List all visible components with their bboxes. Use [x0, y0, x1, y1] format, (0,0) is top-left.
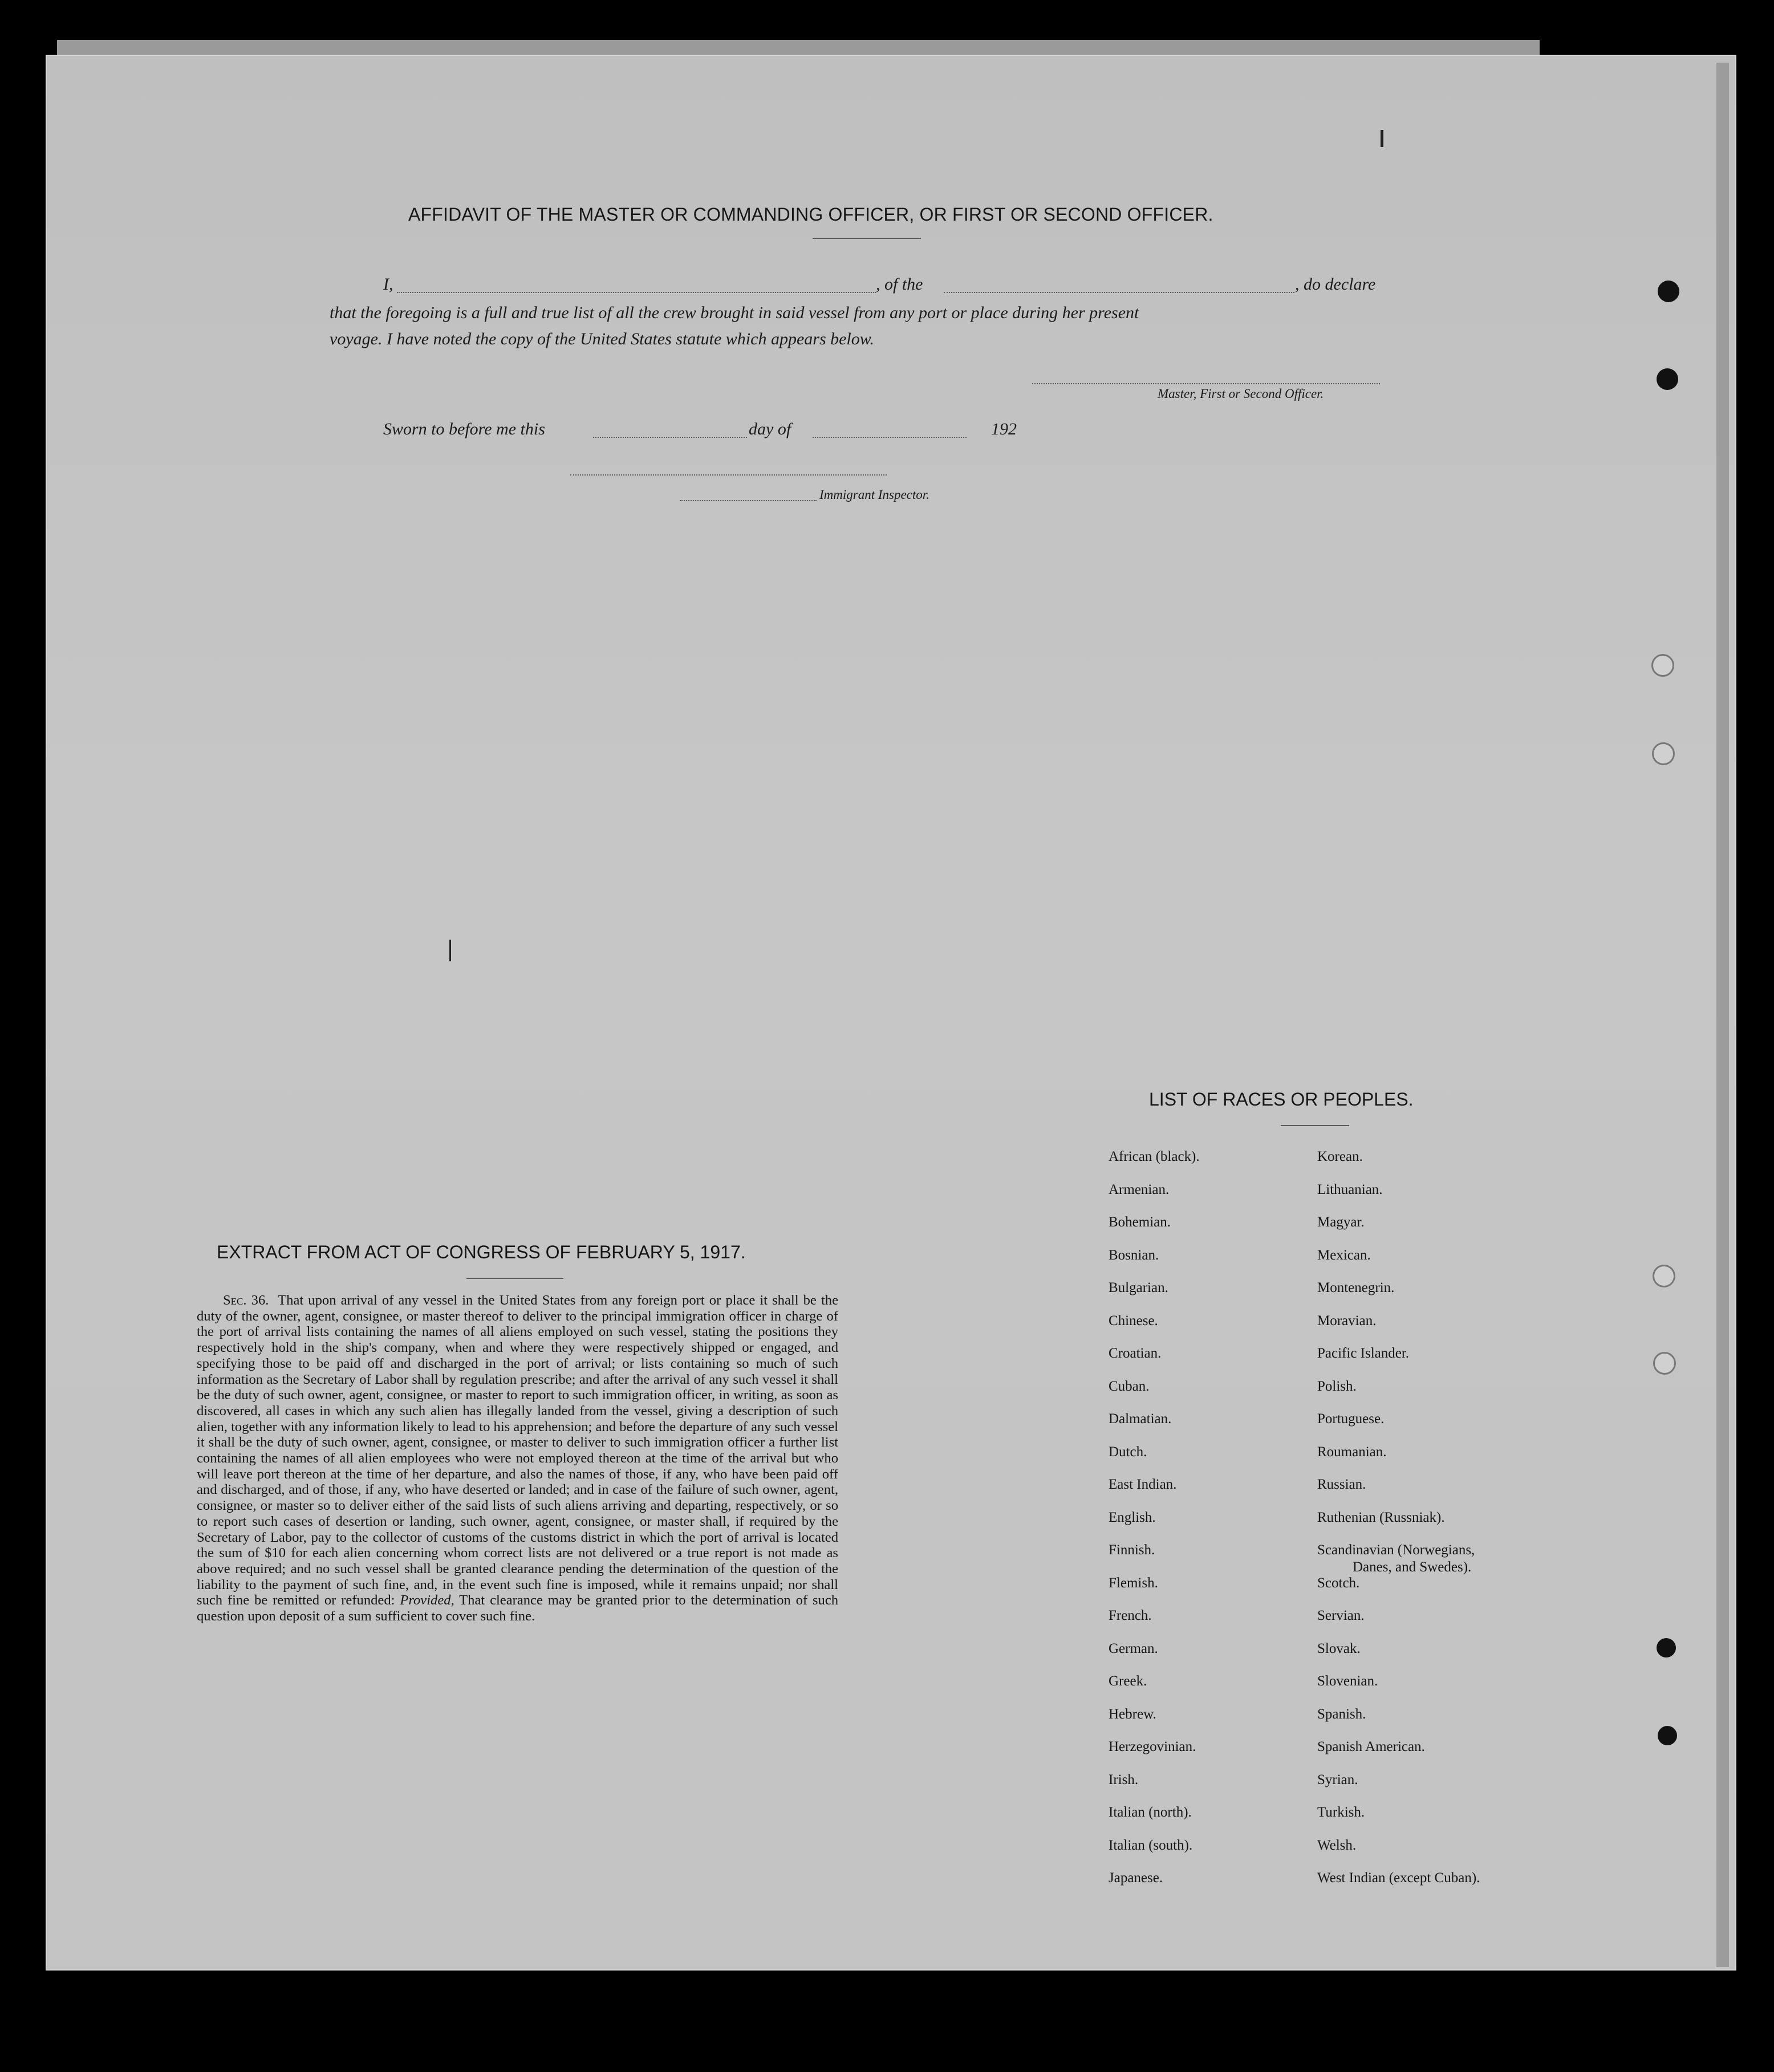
- sworn-day-field[interactable]: [593, 437, 747, 438]
- race-item: Japanese.: [1109, 1870, 1163, 1886]
- extract-title: EXTRACT FROM ACT OF CONGRESS OF FEBRUARY 5, 1917.: [217, 1242, 746, 1262]
- affidavit-title-rule: [813, 238, 921, 239]
- race-item: Croatian.: [1109, 1346, 1162, 1361]
- race-item: African (black).: [1109, 1149, 1200, 1164]
- affidavit-body-line2: voyage. I have noted the copy of the United States statute which appears below.: [330, 330, 875, 348]
- races-left-column: [1109, 1149, 1200, 1903]
- race-item: Moravian.: [1317, 1313, 1377, 1328]
- race-item: Welsh.: [1317, 1837, 1357, 1853]
- races-right-column: [1317, 1149, 1480, 1903]
- affidavit-i-label: I,: [383, 275, 393, 294]
- sworn-label: Sworn to before me this: [383, 420, 545, 438]
- signature-line[interactable]: [1032, 383, 1380, 384]
- race-item: Finnish.: [1109, 1542, 1155, 1558]
- year-prefix: 192: [991, 420, 1017, 438]
- race-item: Russian.: [1317, 1477, 1366, 1492]
- statute-body: That upon arrival of any vessel in the United States from any foreign port or place it shall be the duty of the owner, agent, consignee, or master thereof to deliver to the principal immigration officer in charge of the port of arrival lists containing the names of all aliens employed on such vessel, stating the positions they respectively hold in the ship's company, when and where they were respectively shipped or engaged, and specifying those to be paid off and discharged in the port of arrival; or lists containing so much of such information as the Secretary of Labor shall by regulation prescribe; and after the arrival of any such vessel it shall be the duty of such owner, agent, consignee, or master to report to such immigration officer, in writing, as soon as discovered, all cases in which any such alien has illegally landed from the vessel, giving a description of such alien, together with any information likely to lead to his apprehension; and before the departure of any such vessel it shall be the duty of such owner, agent, consignee, or master to deliver to such immigration officer a further list containing the names of all alien employees who were not employed thereon at the time of the arrival but who will leave port thereon at the time of her departure, and also the names of those, if any, who have been paid off and discharged, and of those, if any, who have deserted or landed; and in case of the failure of such owner, agent, consignee, or master so to deliver either of the said lists of such aliens arriving and departing, respectively, or so to report such cases of desertion or landing, such owner, agent, consignee, or master shall, if required by the Secretary of Labor, pay to the collector of customs of the customs district in which the port of arrival is located the sum of $10 for each alien concerning whom correct lists are not delivered or a true report is not made as above required; and no such vessel shall be granted clearance pending the determination of the question of the liability to the payment of such fine, and, in the event such fine is imposed, while it remains unpaid; nor shall such fine be remitted or refunded:: [197, 1293, 838, 1608]
- inspector-signature-line[interactable]: [680, 500, 817, 501]
- race-item: Italian (south).: [1109, 1837, 1193, 1853]
- race-item: Spanish.: [1317, 1706, 1366, 1722]
- races-title-rule: [1281, 1125, 1349, 1126]
- punch-hole-hollow: [1653, 1352, 1676, 1375]
- punch-hole-hollow: [1651, 654, 1674, 677]
- race-item: Korean.: [1317, 1149, 1363, 1164]
- punch-hole-hollow: [1652, 742, 1675, 765]
- race-item: Magyar.: [1317, 1214, 1365, 1230]
- race-item: Irish.: [1109, 1772, 1139, 1787]
- race-item: Montenegrin.: [1317, 1280, 1395, 1295]
- race-item-continuation: Danes, and Swedes).: [1353, 1559, 1472, 1575]
- race-item: Dalmatian.: [1109, 1411, 1172, 1427]
- sworn-month-field[interactable]: [813, 437, 967, 438]
- section-label: Sec. 36.: [223, 1293, 269, 1308]
- day-of-label: day of: [749, 420, 791, 438]
- inspector-line-top: [570, 474, 887, 476]
- race-item: Flemish.: [1109, 1575, 1158, 1591]
- race-item: Scandinavian (Norwegians,: [1317, 1542, 1475, 1558]
- ink-mark: [449, 940, 451, 961]
- race-item: Dutch.: [1109, 1444, 1147, 1460]
- race-item: Mexican.: [1317, 1247, 1371, 1263]
- race-item: West Indian (except Cuban).: [1317, 1870, 1480, 1886]
- punch-hole-hollow: [1653, 1265, 1675, 1287]
- statute-text: [197, 1293, 838, 1624]
- race-item: Polish.: [1317, 1378, 1357, 1394]
- affidavit-of-the-label: , of the: [876, 275, 923, 294]
- affidavit-title: AFFIDAVIT OF THE MASTER OR COMMANDING OFFICER, OR FIRST OR SECOND OFFICER.: [408, 204, 1213, 225]
- race-item: Bohemian.: [1109, 1214, 1171, 1230]
- race-item: Pacific Islander.: [1317, 1346, 1410, 1361]
- race-item: Turkish.: [1317, 1805, 1365, 1820]
- affidavit-do-declare-label: , do declare: [1295, 275, 1376, 294]
- race-item: Slovenian.: [1317, 1673, 1378, 1689]
- race-item: Syrian.: [1317, 1772, 1358, 1787]
- race-item: Servian.: [1317, 1608, 1365, 1623]
- races-title: LIST OF RACES OR PEOPLES.: [1149, 1089, 1414, 1110]
- race-item: Lithuanian.: [1317, 1181, 1383, 1197]
- race-item: Portuguese.: [1317, 1411, 1385, 1427]
- race-item: Ruthenian (Russniak).: [1317, 1509, 1445, 1525]
- race-item: Scotch.: [1317, 1575, 1360, 1591]
- extract-title-rule: [466, 1278, 563, 1279]
- paper-edge-right: [1716, 63, 1729, 1967]
- vessel-name-field[interactable]: [944, 292, 1294, 293]
- race-item: French.: [1109, 1608, 1152, 1623]
- race-item: Spanish American.: [1317, 1739, 1425, 1754]
- race-item: Hebrew.: [1109, 1706, 1156, 1722]
- proviso-text: That clearance may be granted prior to the determination of such question upon deposit of a sum sufficient to cover such fine.: [197, 1592, 838, 1624]
- race-item: Slovak.: [1317, 1640, 1361, 1656]
- race-item: German.: [1109, 1640, 1158, 1656]
- signature-label: Master, First or Second Officer.: [1158, 387, 1324, 401]
- master-name-field[interactable]: [397, 292, 876, 293]
- race-item: Chinese.: [1109, 1313, 1158, 1328]
- race-item: Cuban.: [1109, 1378, 1150, 1394]
- punch-hole-dark: [1657, 1638, 1676, 1657]
- race-item: Bosnian.: [1109, 1247, 1159, 1263]
- race-item: Greek.: [1109, 1673, 1147, 1689]
- proviso-word: Provided,: [400, 1592, 454, 1608]
- race-item: Italian (north).: [1109, 1805, 1192, 1820]
- affidavit-body-line1: that the foregoing is a full and true list of all the crew brought in said vessel from any port or place during her present: [330, 303, 1139, 322]
- race-item: Bulgarian.: [1109, 1280, 1168, 1295]
- punch-hole-dark: [1658, 1726, 1677, 1745]
- race-item: East Indian.: [1109, 1477, 1177, 1492]
- punch-hole-dark: [1658, 281, 1679, 302]
- ink-mark: [1381, 130, 1383, 147]
- punch-hole-dark: [1657, 368, 1678, 390]
- race-item: Roumanian.: [1317, 1444, 1387, 1460]
- document-page: [46, 55, 1736, 1971]
- inspector-label: Immigrant Inspector.: [819, 487, 929, 502]
- race-item: Herzegovinian.: [1109, 1739, 1196, 1754]
- race-item: Armenian.: [1109, 1181, 1170, 1197]
- race-item: English.: [1109, 1509, 1156, 1525]
